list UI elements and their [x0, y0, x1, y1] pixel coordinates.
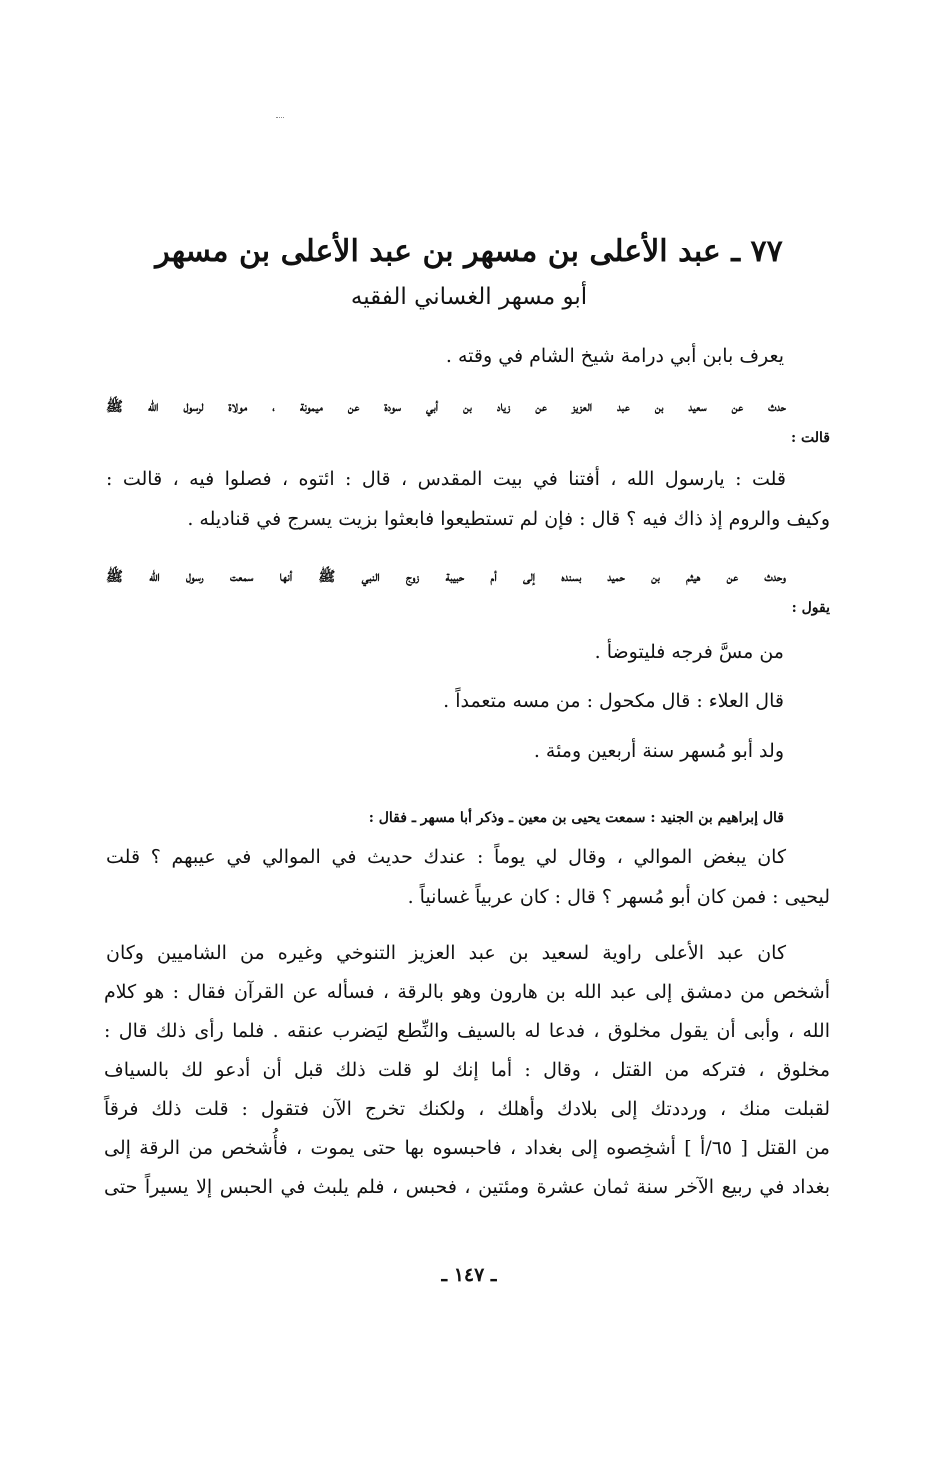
- isnad-2-line-2: يقول :: [791, 600, 830, 616]
- intro-line: يعرف بابن أبي درامة شيخ الشام في وقته .: [445, 345, 784, 367]
- birth-note: ولد أبو مُسهر سنة أربعين ومئة .: [533, 740, 784, 762]
- narrative-line: الله ، وأبى أن يقول مخلوق ، فدعا له بالسيف والنِّطع ليَضرب عنقه . فلما رأى ذلك قال :: [104, 1020, 830, 1042]
- biography-title: ٧٧ ـ عبد الأعلى بن مسهر بن عبد الأعلى بن مسهر: [155, 234, 783, 269]
- narrative-line: أشخص من دمشق إلى عبد الله بن هارون وهو بالرقة ، فسأله عن القرآن فقال : هو كلام: [104, 981, 831, 1003]
- biography-subtitle: أبو مسهر الغساني الفقيه: [350, 284, 588, 310]
- isnad-1-line-2: قالت :: [790, 430, 830, 446]
- page-number: ـ ١٤٧ ـ: [441, 1264, 497, 1286]
- hadith-2-text: من مسَّ فرجه فليتوضأ .: [594, 641, 784, 663]
- narrative-line: لقبلت منك ، ورددتك إلى بلادك وأهلك ، ولكنك تخرج الآن فتقول : قلت ذلك فرقاً: [104, 1098, 830, 1120]
- scan-speck: [276, 117, 284, 120]
- narrative-line: بغداد في ربيع الآخر سنة ثمان عشرة ومئتين ، فحبس ، فلم يلبث في الحبس إلا يسيراً حتى: [104, 1176, 830, 1198]
- yahya-quote-line-1: كان يبغض الموالي ، وقال لي يوماً : عندك حديث في الموالي في عيبهم ؟ قلت: [106, 846, 786, 868]
- narrative-line: مخلوق ، فتركه من القتل ، وقال : أما إنك لو قلت ذلك قبل أن أدعو لك بالسياف: [104, 1059, 830, 1081]
- isnad-1-line-1: حدث عن سعيد بن عبد العزيز عن زياد بن أبي سودة عن ميمونة ، مولاة لرسول الله ﷺ: [106, 399, 786, 415]
- hadith-1-line-2: وكيف والروم إذ ذاك فيه ؟ قال : فإن لم تستطيعوا فابعثوا بزيت يسرج في قناديله .: [187, 508, 830, 530]
- ala-quote: قال العلاء : قال مكحول : من مسه متعمداً .: [443, 690, 784, 712]
- narrative-line: كان عبد الأعلى راوية لسعيد بن عبد العزيز التنوخي وغيره من الشاميين وكان: [106, 942, 786, 964]
- narrative-line: من القتل [ ٦٥/أ ] أشخِصوه إلى بغداد ، فاحبسوه بها حتى يموت ، فأُشخص من الرقة إلى: [104, 1137, 830, 1159]
- yahya-quote-line-2: ليحيى : فمن كان أبو مُسهر ؟ قال : كان عربياً غسانياً .: [407, 886, 830, 908]
- isnad-2-line-1: وحدث عن هيثم بن حميد بسنده إلى أم حبيبة زوج النبي ﷺ أنها سمعت رسول الله ﷺ: [106, 569, 786, 585]
- ibrahim-isnad: قال إبراهيم بن الجنيد : سمعت يحيى بن معين ـ وذكر أبا مسهر ـ فقال :: [368, 810, 784, 826]
- hadith-1-line-1: قلت : يارسول الله ، أفتنا في بيت المقدس ، قال : ائتوه ، فصلوا فيه ، قالت :: [106, 468, 786, 490]
